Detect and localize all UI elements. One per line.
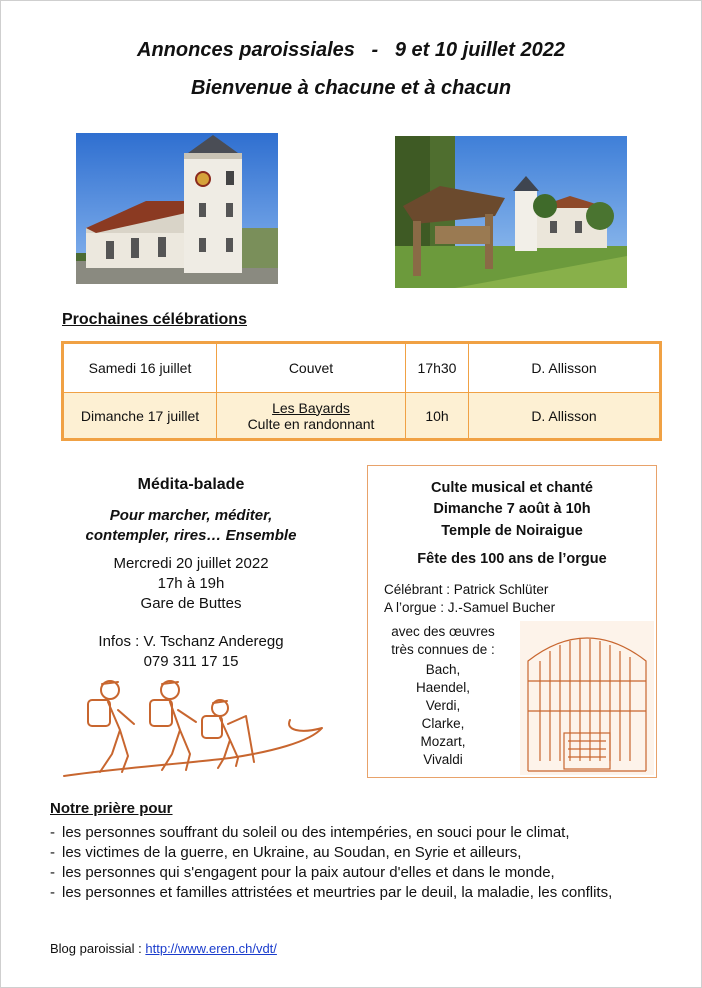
medita-contact-phone: 079 311 17 15 (143, 653, 239, 670)
event-date: Dimanche 17 juillet (63, 393, 217, 440)
page-title: Annonces paroissiales - 9 et 10 juillet 2022 (137, 39, 565, 61)
celebrations-table (61, 341, 662, 441)
organ-drawing (520, 621, 654, 775)
table-row (63, 393, 661, 440)
event-place-note: Culte en randonnant (247, 415, 375, 432)
celebrations-heading: Prochaines célébrations (62, 311, 247, 328)
works-intro: avec des œuvres (391, 624, 495, 639)
event-officiant: D. Allisson (469, 343, 661, 393)
list-item: - les victimes de la guerre, en Ukraine, au Soudan, en Syrie et ailleurs, (50, 843, 670, 863)
medita-contact-name: Infos : V. Tschanz Anderegg (98, 633, 284, 650)
event-date: Samedi 16 juillet (63, 343, 217, 393)
composer-item: Haendel, (415, 680, 471, 695)
medita-subtitle-line: Pour marcher, méditer, (109, 507, 273, 524)
culte-celebrant: Célébrant : Patrick Schlüter (384, 582, 549, 597)
covered-gate-church-photo (395, 136, 627, 288)
event-place: Couvet (217, 343, 406, 393)
composer-item: Bach, (425, 662, 461, 677)
medita-subtitle (40, 506, 342, 546)
prayer-list (50, 823, 670, 903)
event-time: 17h30 (406, 343, 469, 393)
event-time: 10h (406, 393, 469, 440)
medita-info (40, 554, 342, 614)
composer-item: Clarke, (421, 716, 465, 731)
medita-subtitle-line: contempler, rires… Ensemble (85, 527, 297, 544)
event-place: Les Bayards (272, 399, 350, 416)
blog-line (50, 941, 277, 956)
composer-item: Mozart, (420, 734, 466, 749)
blog-label: Blog paroissial : (50, 941, 146, 956)
hikers-drawing (60, 672, 330, 780)
medita-place: Gare de Buttes (140, 595, 242, 612)
medita-balade-block (40, 476, 342, 672)
culte-place: Temple de Noiraigue (441, 523, 583, 539)
composer-item: Vivaldi (423, 752, 463, 767)
composer-item: Verdi, (425, 698, 461, 713)
event-place-cell (217, 393, 406, 440)
culte-event: Fête des 100 ans de l’orgue (417, 551, 607, 567)
prayer-section (50, 800, 670, 903)
medita-contact (40, 632, 342, 672)
prayer-heading: Notre prière pour (50, 800, 173, 817)
culte-date: Dimanche 7 août à 10h (433, 501, 591, 517)
list-item: - les personnes qui s'engagent pour la paix autour d'elles et dans le monde, (50, 863, 670, 883)
list-item: - les personnes souffrant du soleil ou des intempéries, en souci pour le climat, (50, 823, 670, 843)
list-item: - les personnes et familles attristées et meurtries par le deuil, la maladie, les conflits, (50, 883, 670, 903)
church-tower-photo (76, 133, 278, 284)
event-officiant: D. Allisson (469, 393, 661, 440)
culte-works (388, 623, 498, 769)
culte-organist: A l’orgue : J.-Samuel Bucher (384, 600, 556, 615)
medita-hours: 17h à 19h (157, 575, 225, 592)
medita-date: Mercredi 20 juillet 2022 (113, 555, 269, 572)
culte-title: Culte musical et chanté (431, 480, 593, 496)
medita-title: Médita-balade (137, 476, 245, 493)
blog-link[interactable]: http://www.eren.ch/vdt/ (145, 941, 277, 956)
table-row (63, 343, 661, 393)
culte-musical-box (367, 465, 657, 778)
works-intro: très connues de : (391, 642, 495, 657)
page-subtitle: Bienvenue à chacune et à chacun (190, 77, 512, 99)
